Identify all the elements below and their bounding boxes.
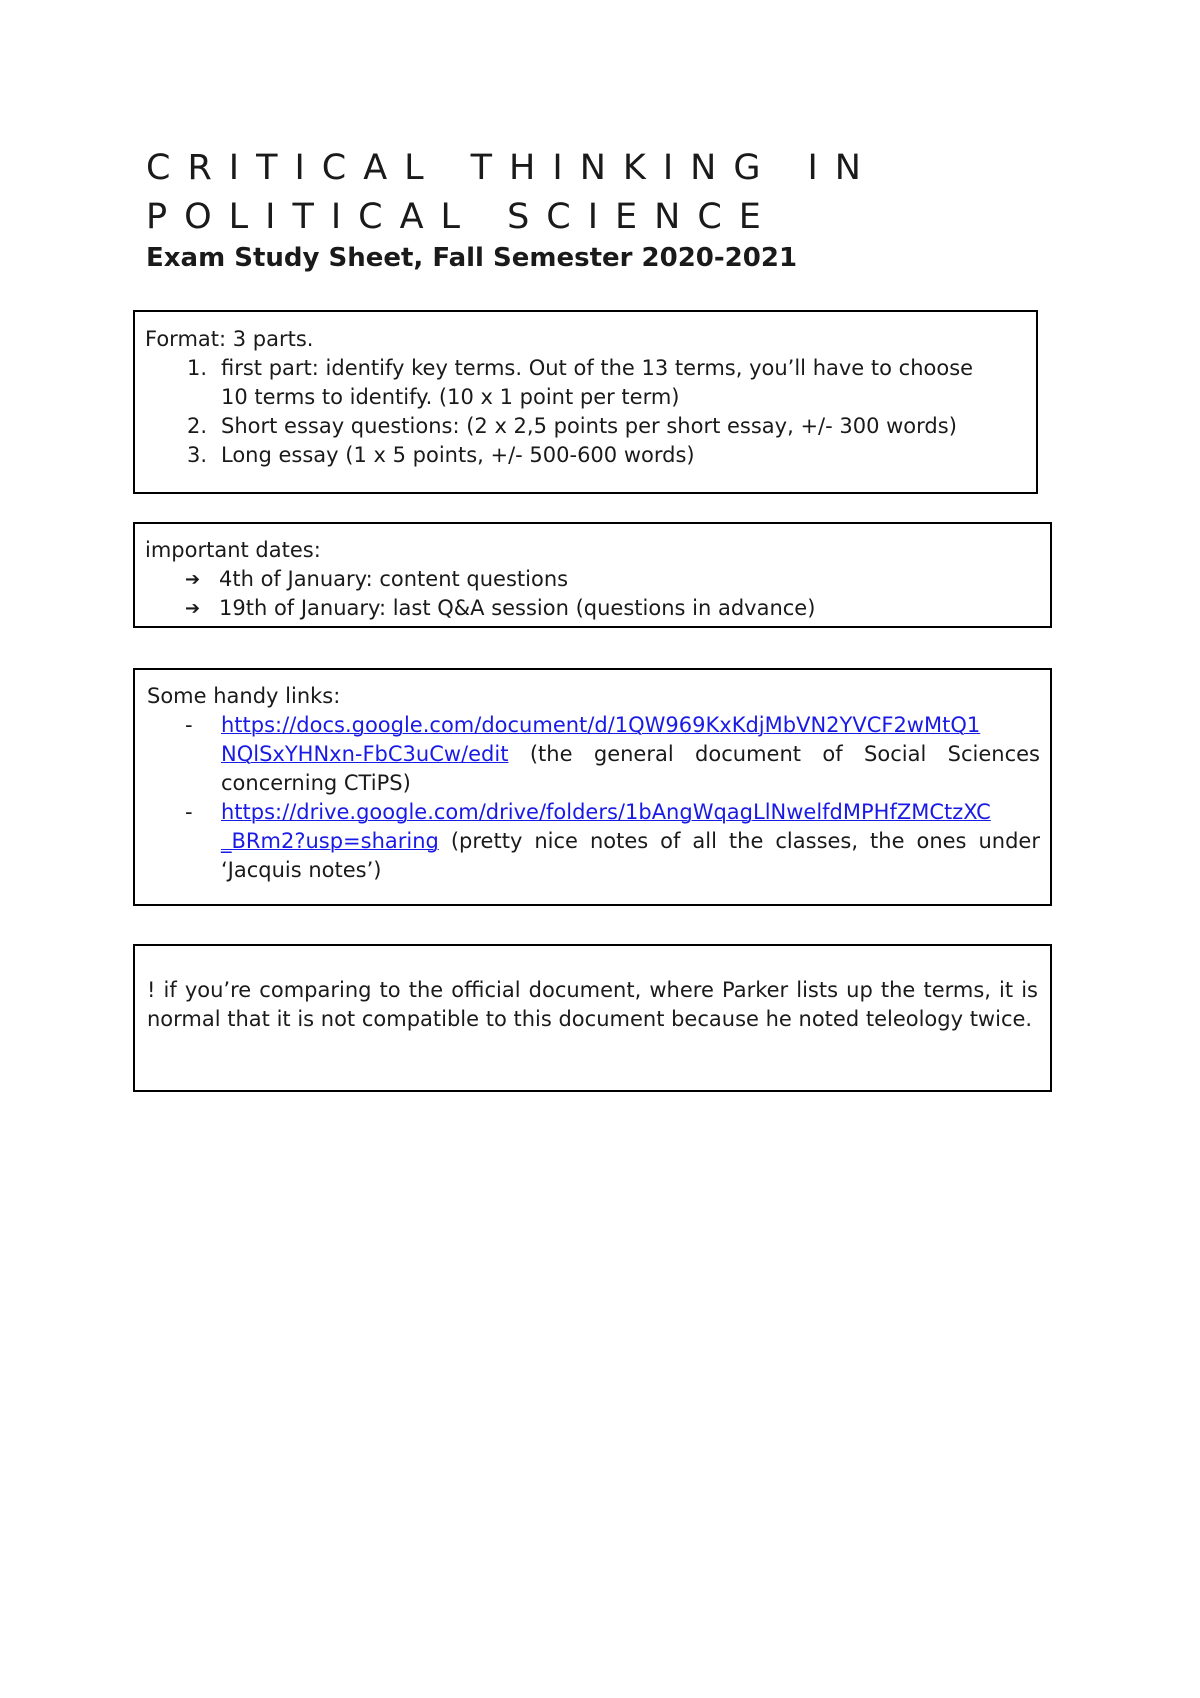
title-word-in: IN — [807, 148, 878, 188]
title-word-thinking: THINKING — [470, 148, 778, 188]
note-box — [133, 944, 1052, 1092]
links-item-content — [147, 711, 1040, 798]
format-item-3 — [145, 441, 1026, 470]
format-item-number: 2. — [186, 414, 207, 438]
format-item-2 — [145, 412, 1026, 441]
note-text: ! if you’re comparing to the official document, where Parker lists up the terms, it is normal that it is not compatible to this document because he noted teleology twice. — [147, 978, 1038, 1031]
title-line-2 — [146, 197, 778, 237]
dates-item-text: 19th of January: last Q&A session (questions in advance) — [219, 596, 816, 620]
format-item-text-line1: first part: identify key terms. Out of the 13 terms, you’ll have to choose — [221, 356, 974, 380]
dates-item-text: 4th of January: content questions — [219, 567, 569, 591]
link-text-line2[interactable]: NQlSxYHNxn-FbC3uCw/edit — [221, 742, 509, 766]
arrow-icon: ➔ — [185, 569, 201, 590]
link-text-line1[interactable]: https://drive.google.com/drive/folders/1bAngWqagLlNwelfdMPHfZMCtzXC — [221, 800, 991, 824]
format-item-1 — [145, 354, 1026, 383]
title-word-political: POLITICAL — [146, 197, 478, 237]
format-item-1-continued — [145, 383, 1026, 412]
links-item-content — [147, 798, 1040, 885]
dates-heading: important dates: — [145, 538, 321, 562]
dates-item-2 — [145, 594, 1040, 623]
title-line-1 — [146, 148, 878, 188]
dates-item-1 — [145, 565, 1040, 594]
link-text-line1[interactable]: https://docs.google.com/document/d/1QW969KxKdjMbVN2YVCF2wMtQ1 — [221, 713, 981, 737]
title-word-science: SCIENCE — [507, 197, 778, 237]
link-description: (pretty nice notes of all the classes, the ones under ‘Jacquis notes’) — [221, 829, 1040, 882]
list-dash: - — [185, 800, 193, 824]
links-box — [133, 668, 1052, 906]
links-heading: Some handy links: — [147, 684, 341, 708]
title-word-critical: CRITICAL — [146, 148, 441, 188]
links-item-2 — [147, 798, 1040, 885]
format-box — [133, 310, 1038, 494]
link-description: (the general document of Social Sciences concerning CTiPS) — [221, 742, 1040, 795]
format-item-text-line2: 10 terms to identify. (10 x 1 point per term) — [221, 385, 680, 409]
list-dash: - — [185, 713, 193, 737]
format-item-number: 3. — [186, 443, 207, 467]
arrow-icon: ➔ — [185, 598, 201, 619]
format-heading: Format: 3 parts. — [145, 327, 314, 351]
page-subtitle: Exam Study Sheet, Fall Semester 2020-2021 — [146, 243, 798, 273]
dates-box — [133, 522, 1052, 628]
format-item-number: 1. — [186, 356, 207, 380]
link-text-line2[interactable]: _BRm2?usp=sharing — [221, 829, 439, 853]
links-item-1 — [147, 711, 1040, 798]
format-item-text: Long essay (1 x 5 points, +/- 500-600 words) — [221, 443, 695, 467]
format-item-text: Short essay questions: (2 x 2,5 points per short essay, +/- 300 words) — [221, 414, 957, 438]
